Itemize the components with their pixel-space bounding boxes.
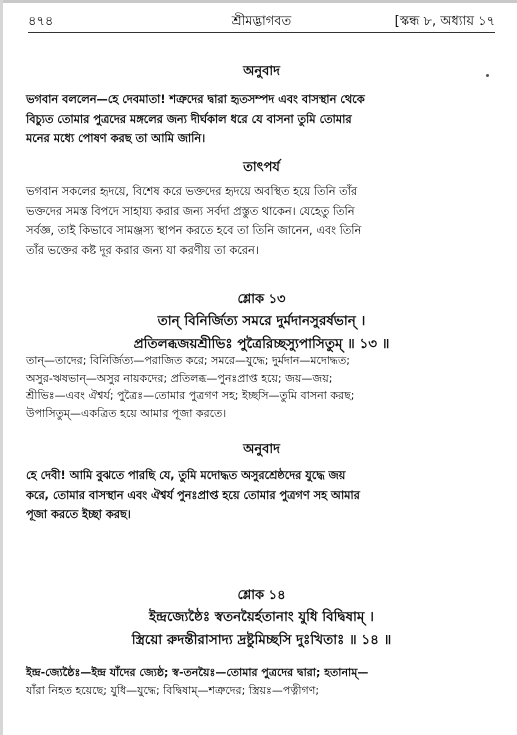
translation-heading: অনুবাদ	[243, 64, 280, 79]
synonym-line: শ্রীভিঃ—এবং ঐশ্বর্য; পুত্রৈঃ—তোমার পুত্রগণ সহ; ইচ্ছসি—তুমি বাসনা করছ;	[26, 389, 355, 402]
synonym-line: উপাসিতুম্—একত্রিত হয়ে আমার পূজা করতে।	[26, 406, 227, 420]
page-number: ৪৭৪	[28, 14, 54, 29]
verse-13-line-2: প্রতিলব্ধজয়শ্রীভিঃ পুত্রৈরিচ্ছস্যুপাসিতুম্ ॥ ১৩ ॥	[133, 336, 390, 352]
verse-13-translation-heading: অনুবাদ	[243, 442, 280, 457]
purport-heading: তাৎপর্য	[243, 160, 280, 175]
book-title: শ্রীমদ্ভাগবত	[231, 14, 292, 29]
text-line: হে দেবী! আমি বুঝতে পারছি যে, তুমি মদোদ্ধত অসুরশ্রেষ্ঠদের যুদ্ধে জয়	[26, 469, 346, 482]
text-line: পূজা করতে ইচ্ছা করছ।	[26, 508, 131, 521]
text-line: তাঁর ভক্তের কষ্ট দূর করার জন্য যা করণীয় তা করেন।	[26, 243, 259, 257]
text-line: ভগবান বললেন—হে দেবমাতা! শত্রুদের দ্বারা হৃতসম্পদ এবং বাসস্থান থেকে	[26, 93, 365, 106]
purport-text	[26, 182, 497, 260]
translation-text	[26, 90, 497, 149]
verse-13-translation-text	[26, 466, 497, 525]
text-line: বিচ্যুত তোমার পুত্রদের মঙ্গলের জন্য দীর্ঘকাল ধরে যে বাসনা তুমি তোমার	[26, 112, 352, 126]
verse-13-heading: শ্লোক ১৩	[237, 292, 286, 307]
purport-section	[26, 158, 497, 273]
synonym-line: ইন্দ্র-জ্যেষ্ঠৈঃ—ইন্দ্র যাঁদের জ্যেষ্ঠ; স্ব-তনয়ৈঃ—তোমার পুত্রদের দ্বারা; হতানাম্—	[26, 666, 369, 679]
header-rule	[28, 32, 495, 33]
verse-14-heading: শ্লোক ১৪	[237, 588, 286, 603]
verse-13-line-1: তান্ বিনির্জিত্য সমরে দুর্মদানসুরর্ষভান্ ।	[157, 313, 366, 329]
scan-edge-left	[0, 0, 3, 735]
text-line: ভগবান সকলের হৃদয়ে, বিশেষ করে ভক্তদের হৃদয়ে অবস্থিত হয়ে তিনি তাঁর	[26, 185, 358, 198]
text-line: করে, তোমার বাসস্থান এবং ঐশ্বর্য পুনঃপ্রাপ্ত হয়ে তোমার পুত্রগণ সহ আমার	[26, 488, 360, 502]
verse-14	[26, 586, 497, 666]
scan-edge-top	[0, 0, 517, 3]
translation-section	[26, 62, 497, 157]
text-line: মনের মধ্যে পোষণ করছ তা আমি জানি।	[26, 132, 206, 145]
text-line: সর্বজ্ঞ, তাই কিভাবে সামঞ্জস্য স্থাপন করতে হবে তা তিনি জানেন, এবং তিনি	[26, 224, 362, 237]
verse-13-synonyms	[26, 352, 497, 430]
synonym-line: তান্—তাদের; বিনির্জিত্য—পরাজিত করে; সমরে—যুদ্ধে; দুর্মদান—মদোদ্ধত;	[26, 354, 350, 367]
text-line: ভক্তদের সমস্ত বিপদে সাহায্য করার জন্য সর্বদা প্রস্তুত থাকেন। যেহেতু তিনি	[26, 204, 355, 218]
synonym-line: অসুর-ঋষভান্—অসুর নায়কদের; প্রতিলব্ধ—পুনঃপ্রাপ্ত হয়ে; জয়—জয়;	[26, 371, 333, 385]
verse-14-line-2: স্ত্রিয়ো রুদন্তীরাসাদ্য দ্রষ্টুমিচ্ছসি দুঃখিতাঃ ॥ ১৪ ॥	[131, 632, 392, 648]
running-header	[28, 10, 495, 32]
verse-14-synonyms	[26, 664, 497, 704]
chapter-reference: [স্কন্ধ ৮, অধ্যায় ১৭	[394, 14, 495, 29]
verse-14-line-1: ইন্দ্রজ্যেষ্ঠৈঃ স্বতনয়ৈর্হতানাং যুধি বিদ্বিষাম্ ।	[149, 609, 374, 625]
synonym-line: যাঁরা নিহত হয়েছে; যুধি—যুদ্ধে; বিদ্বিষাম্—শত্রুদের; স্ত্রিয়ঃ—পত্নীগণ;	[26, 683, 320, 697]
verse-13-translation	[26, 440, 497, 530]
scan-speck	[486, 74, 489, 77]
